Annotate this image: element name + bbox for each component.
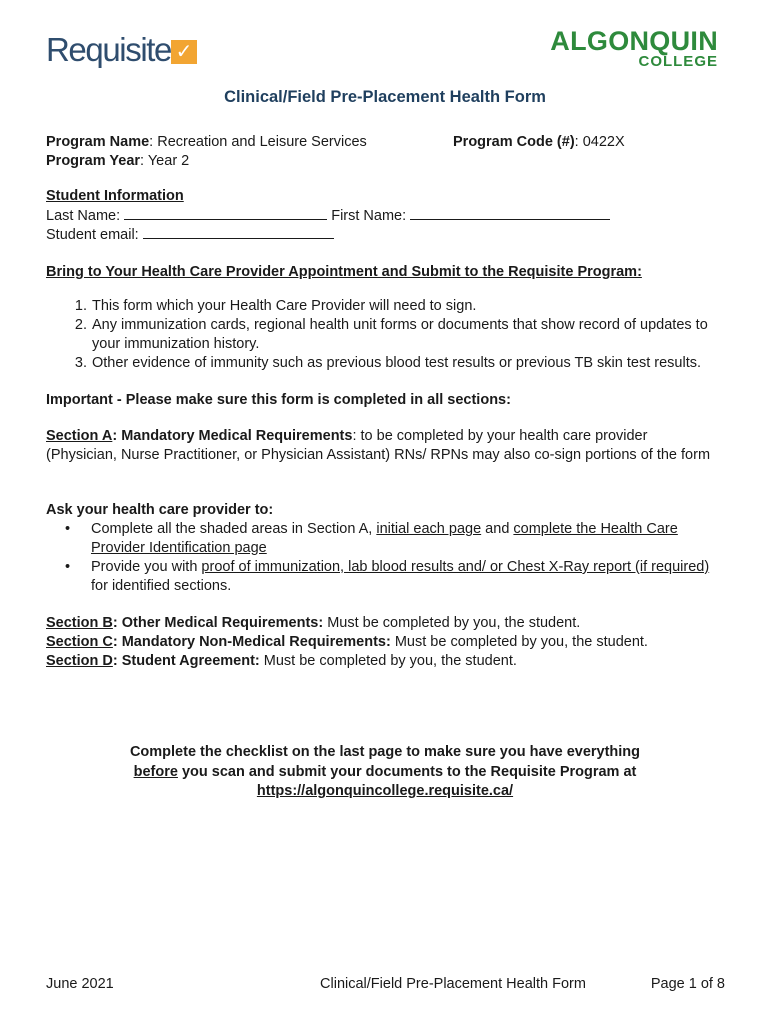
first-name-label: First Name:: [331, 208, 407, 224]
section-b-description: [46, 614, 648, 633]
program-code-value: 0422X: [582, 134, 625, 150]
section-b-label: Section B: [46, 615, 113, 631]
list-item: 3. Other evidence of immunity such as previous blood test results or previous TB skin test results.: [91, 354, 736, 373]
page-title: Clinical/Field Pre-Placement Health Form: [224, 88, 546, 106]
program-code-row: Program Code (#): 0422X: [453, 134, 625, 150]
footer-title: Clinical/Field Pre-Placement Health Form: [320, 976, 586, 992]
bring-list: [46, 297, 736, 373]
checklist-line2-text: you scan and submit your documents to the Requisite Program at: [177, 763, 637, 780]
first-name-field[interactable]: [410, 206, 610, 220]
last-name-label: Last Name:: [46, 208, 121, 224]
section-c-title: : Mandatory Non-Medical Requirements:: [112, 634, 391, 650]
section-a-text: : to be completed by your health care provider (Physician, Nurse Practitioner, or Physician Assistant) RNs/ RPNs may also co-sign portions of the form: [46, 428, 711, 463]
requisite-url-link[interactable]: https://algonquincollege.requisite.ca/: [256, 783, 514, 799]
bullet: •: [65, 559, 71, 575]
algonquin-logo-line1: ALGONQUIN: [550, 26, 718, 56]
section-c-text: Must be completed by you, the student.: [390, 634, 648, 650]
section-d-description: [46, 652, 648, 671]
checklist-before: before: [133, 763, 178, 780]
list-item: 1. This form which your Health Care Provider will need to sign.: [91, 297, 736, 316]
ask-list: [46, 520, 716, 596]
email-label: Student email:: [46, 227, 139, 243]
ask-heading: Ask your health care provider to:: [46, 502, 274, 518]
section-c-description: [46, 633, 648, 652]
requisite-logo: [46, 30, 193, 72]
ask-item1-text: Complete all the shaded areas in Section A,: [91, 521, 377, 537]
section-b-text: Must be completed by you, the student.: [323, 615, 581, 631]
algonquin-logo-line2: COLLEGE: [638, 53, 718, 70]
email-row: [46, 225, 334, 245]
ask-item2-emphasis: proof of immunization, lab blood results and/ or Chest X-Ray report (if required): [201, 559, 710, 575]
program-name-row: Program Name: Recreation and Leisure Services: [46, 134, 367, 150]
ask-item1-emphasis1: initial each page: [376, 521, 482, 537]
footer-page-number: Page 1 of 8: [650, 976, 725, 992]
program-name-label: Program Name: [46, 134, 150, 150]
important-note: Important - Please make sure this form is completed in all sections:: [46, 392, 511, 408]
ask-item1-mid: and: [481, 521, 514, 537]
section-a-description: [46, 427, 714, 465]
list-item: 2. Any immunization cards, regional health unit forms or documents that show record of updates to your immunization history.: [91, 316, 736, 354]
student-info-heading: Student Information: [46, 188, 184, 204]
section-c-label: Section C: [46, 634, 113, 650]
section-d-title: : Student Agreement:: [112, 653, 260, 669]
list-item: [65, 520, 716, 558]
list-item: [65, 558, 716, 596]
algonquin-logo: [550, 28, 718, 70]
requisite-check-icon: ✓: [171, 40, 197, 64]
section-d-text: Must be completed by you, the student.: [259, 653, 517, 669]
section-a-title: : Mandatory Medical Requirements: [112, 428, 353, 444]
footer-date: June 2021: [46, 976, 114, 992]
last-name-field[interactable]: [124, 206, 327, 220]
section-d-label: Section D: [46, 653, 113, 669]
program-code-label: Program Code (#): [453, 134, 575, 150]
checklist-line2: [0, 763, 770, 783]
ask-item1-emphasis2: complete the Health Care Provider Identification page: [91, 521, 678, 556]
checklist-note: [0, 743, 770, 802]
program-year-value: Year 2: [147, 153, 190, 169]
program-name-value: Recreation and Leisure Services: [157, 134, 367, 150]
section-b-title: : Other Medical Requirements:: [112, 615, 324, 631]
ask-item2-text: Provide you with: [91, 559, 202, 575]
program-year-label: Program Year: [46, 153, 141, 169]
ask-item2-post: for identified sections.: [91, 578, 232, 594]
email-field[interactable]: [143, 225, 334, 239]
other-sections: [46, 614, 648, 671]
bring-heading: Bring to Your Health Care Provider Appointment and Submit to the Requisite Program:: [46, 264, 642, 280]
bullet: •: [65, 521, 71, 537]
checklist-line1: Complete the checklist on the last page to make sure you have everything: [129, 744, 641, 760]
program-year-row: Program Year: Year 2: [46, 153, 190, 169]
section-a-label: Section A: [46, 428, 113, 444]
name-row: [46, 206, 610, 226]
requisite-logo-text: Requisite: [46, 31, 171, 68]
